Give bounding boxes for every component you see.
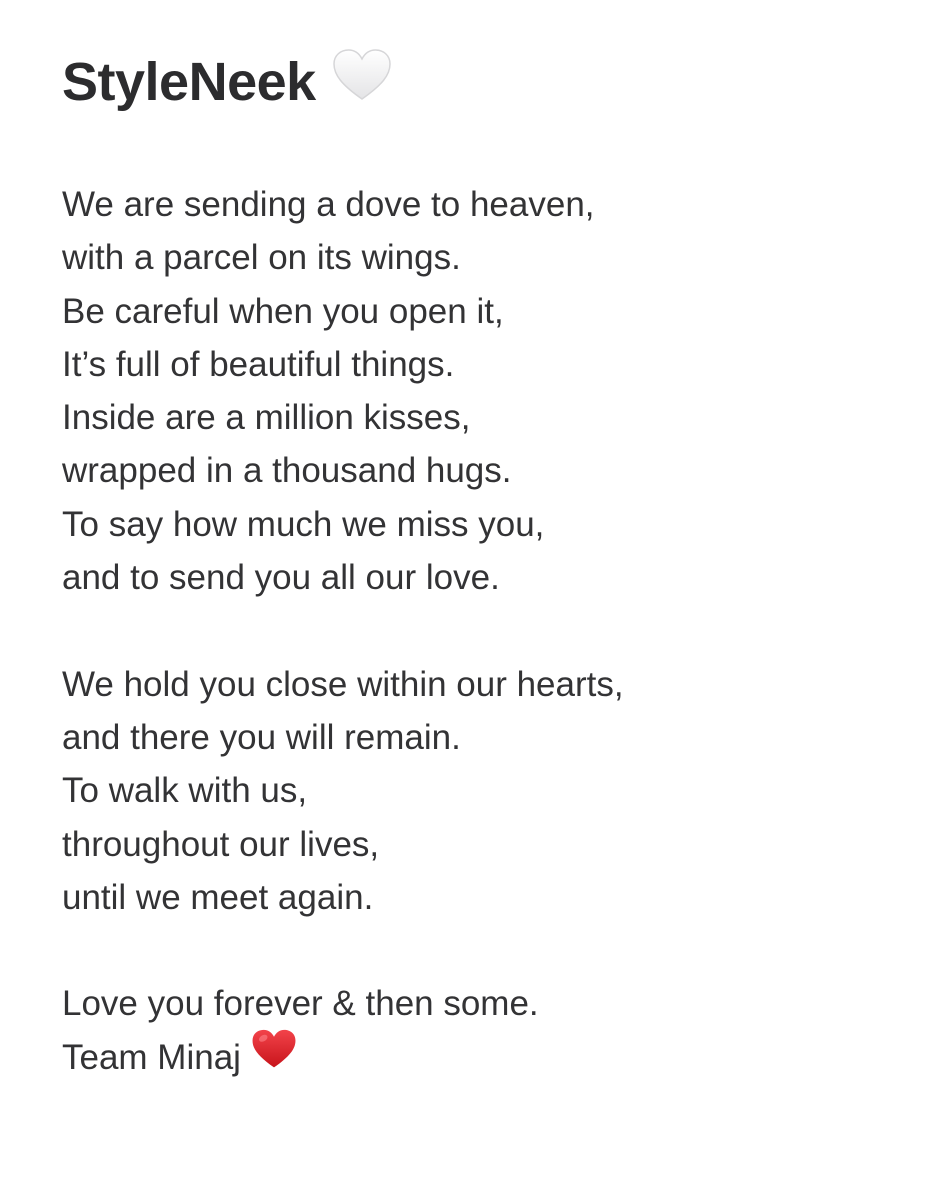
poem-line: until we meet again.	[62, 877, 374, 917]
poem	[62, 178, 624, 1088]
red-heart-icon	[251, 1028, 297, 1085]
white-heart-icon	[332, 48, 392, 116]
poem-line: and to send you all our love.	[62, 558, 500, 598]
closing-line: Love you forever & then some.	[62, 984, 539, 1024]
poem-line: throughout our lives,	[62, 824, 380, 864]
note-title-text: StyleNeek	[62, 52, 316, 112]
stanza-gap	[62, 924, 624, 977]
poem-line: It’s full of beautiful things.	[62, 344, 455, 384]
poem-line: We hold you close within our hearts,	[62, 664, 624, 704]
signature-line	[62, 1031, 624, 1088]
stanza-gap	[62, 604, 624, 657]
poem-line: We are sending a dove to heaven,	[62, 185, 595, 224]
signature-text: Team Minaj	[62, 1037, 241, 1077]
poem-line: Inside are a million kisses,	[62, 398, 471, 438]
poem-line: and there you will remain.	[62, 717, 461, 757]
poem-line: To walk with us,	[62, 771, 308, 811]
poem-line: To say how much we miss you,	[62, 504, 545, 544]
note-title	[62, 50, 392, 120]
poem-line: wrapped in a thousand hugs.	[62, 451, 512, 491]
poem-line: Be careful when you open it,	[62, 291, 504, 331]
poem-line: with a parcel on its wings.	[62, 238, 461, 278]
